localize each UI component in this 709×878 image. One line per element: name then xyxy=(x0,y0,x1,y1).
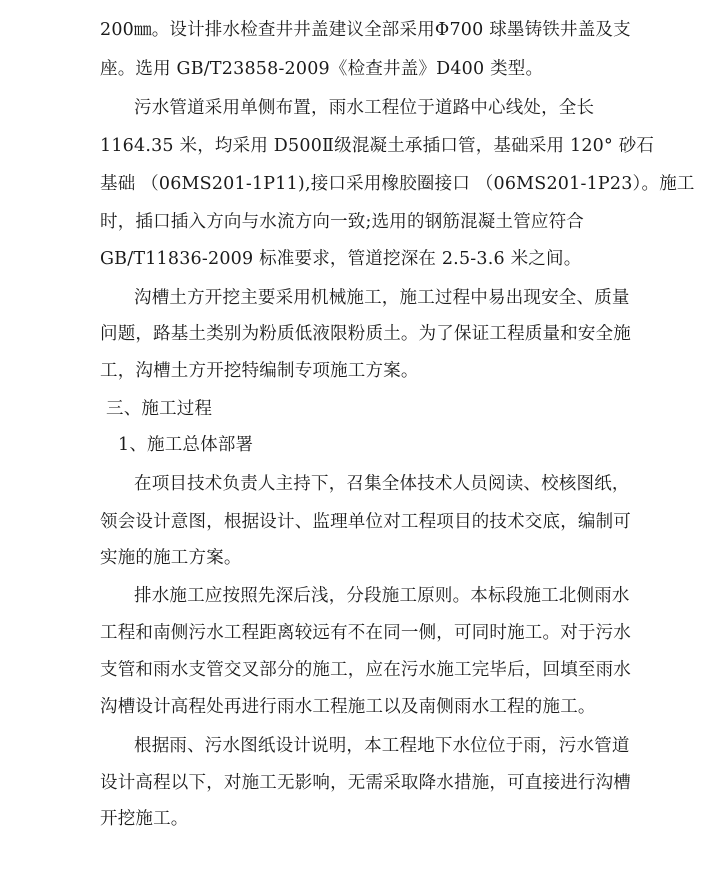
paragraph-4-line-2: 领会设计意图，根据设计、监理单位对工程项目的技术交底，编制可 xyxy=(100,512,631,532)
paragraph-6-line-3: 开挖施工。 xyxy=(100,809,189,829)
paragraph-2-line-4: 时，插口插入方向与水流方向一致;选用的钢筋混凝土管应符合 xyxy=(100,212,584,232)
paragraph-2-line-2: 1164.35 米，均采用 D500Ⅱ级混凝土承插口管，基础采用 120° 砂石 xyxy=(100,136,655,156)
paragraph-2-line-3: 基础 （06MS201-1P11),接口采用橡胶圈接口 （06MS201-1P23）。施工 xyxy=(100,174,695,194)
subsection-heading: 1、施工总体部署 xyxy=(118,435,254,455)
paragraph-5-line-4: 沟槽设计高程处再进行雨水工程施工以及南侧雨水工程的施工。 xyxy=(100,697,596,717)
paragraph-2-line-5: GB/T11836-2009 标准要求，管道挖深在 2.5-3.6 米之间。 xyxy=(100,249,582,269)
paragraph-5-line-1: 排水施工应按照先深后浅，分段施工原则。本标段施工北侧雨水 xyxy=(134,586,630,606)
paragraph-5-line-3: 支管和雨水支管交叉部分的施工，应在污水施工完毕后，回填至雨水 xyxy=(100,660,631,680)
paragraph-5-line-2: 工程和南侧污水工程距离较远有不在同一侧，可同时施工。对于污水 xyxy=(100,623,631,643)
paragraph-4-line-3: 实施的施工方案。 xyxy=(100,548,242,568)
paragraph-1-line-1: 200㎜。设计排水检查井井盖建议全部采用Φ700 球墨铸铁井盖及支 xyxy=(100,20,631,40)
paragraph-1-line-2: 座。选用 GB/T23858-2009《检查井盖》D400 类型。 xyxy=(100,59,544,79)
paragraph-3-line-3: 工，沟槽土方开挖特编制专项施工方案。 xyxy=(100,361,419,381)
section-heading: 三、施工过程 xyxy=(106,399,213,419)
paragraph-6-line-1: 根据雨、污水图纸设计说明，本工程地下水位位于雨，污水管道 xyxy=(134,736,630,756)
paragraph-3-line-2: 问题，路基土类别为粉质低液限粉质土。为了保证工程质量和安全施 xyxy=(100,324,631,344)
paragraph-6-line-2: 设计高程以下，对施工无影响，无需采取降水措施，可直接进行沟槽 xyxy=(100,773,631,793)
paragraph-4-line-1: 在项目技术负责人主持下，召集全体技术人员阅读、校核图纸， xyxy=(134,474,630,494)
paragraph-3-line-1: 沟槽土方开挖主要采用机械施工，施工过程中易出现安全、质量 xyxy=(134,288,630,308)
paragraph-2-line-1: 污水管道采用单侧布置，雨水工程位于道路中心线处，全长 xyxy=(134,98,595,118)
